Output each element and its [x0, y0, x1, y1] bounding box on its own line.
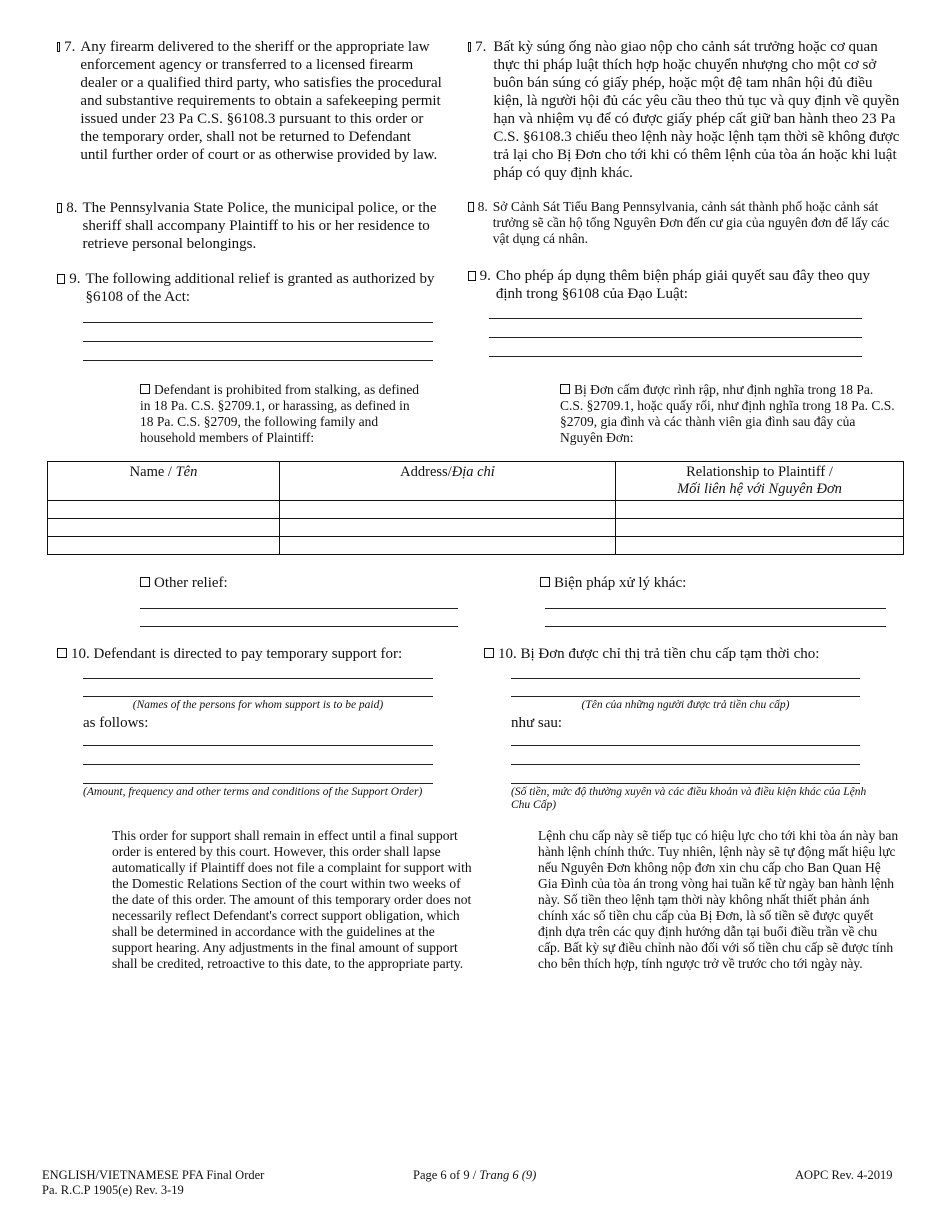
table-cell-relationship[interactable]: [616, 501, 904, 519]
support-paragraph-vi: Lệnh chu cấp này sẽ tiếp tục có hiệu lực cho tới khi tòa án này ban hành lệnh chính thức. Tuy nhiên, lệnh này sẽ tự động mất hiệu lực nếu Nguyên Đơn không nộp đơn xin chu cấp cho Ban Quan Hệ Gia Đình của tòa án trong vòng hai tuần kể từ ngày ban hành lệnh này. Số tiền theo lệnh tạm thời này không nhất thiết phản ánh chính xác số tiền chu cấp của Bị Đơn, là số tiền sẽ được quyết định dựa trên các quy định hướng dẫn tại buổi điều trần về chu cấp. Bất kỳ sự điều chỉnh nào đối với số tiền chu cấp sẽ được tính cho bên thích hợp, tính ngược trở về trước cho tới ngày này.: [538, 828, 899, 971]
support-names-vi-line[interactable]: [511, 696, 860, 697]
item-8-en-checkbox[interactable]: [57, 203, 62, 213]
item-9-vi-number: 9.: [479, 268, 491, 284]
support-terms-vi-line[interactable]: [511, 745, 860, 746]
footer-form-info: [42, 1168, 264, 1198]
names-caption-en: (Names of the persons for whom support is to be paid): [132, 699, 384, 711]
table-cell-address[interactable]: [280, 537, 616, 555]
stalking-en: [140, 382, 420, 446]
table-row: [48, 501, 904, 519]
item-8-vi-text: Sở Cảnh Sát Tiểu Bang Pennsylvania, cảnh sát thành phố hoặc cảnh sát trưởng sẽ cần hộ tống Nguyên Đơn đến cư gia của nguyên đơn để lấy các vật dụng cá nhân.: [492, 199, 890, 246]
support-terms-vi-line[interactable]: [511, 764, 860, 765]
item-9-vi-text: Cho phép áp dụng thêm biện pháp giải quyết sau đây theo quy định trong §6108 của Đạo Luật:: [495, 268, 870, 302]
item-8-en-text: The Pennsylvania State Police, the municipal police, or the sheriff shall accompany Plaintiff to his or her residence to retrieve personal belongings.: [82, 200, 437, 252]
amount-caption-vi: (Số tiền, mức độ thường xuyên và các điều khoản và điều kiện khác của Lệnh Chu Cấp): [511, 786, 867, 811]
item-9-en-line[interactable]: [83, 322, 433, 323]
item-7-vi-number: 7.: [475, 39, 487, 55]
footer-page-number: Page 6 of 9 / Trang 6 (9): [413, 1168, 537, 1182]
other-relief-vi-line[interactable]: [545, 608, 886, 609]
item-10-vi-number: 10.: [498, 646, 517, 662]
item-8-vi-number: 8.: [477, 199, 488, 214]
other-relief-en: [140, 574, 228, 592]
item-10-vi-checkbox[interactable]: [484, 648, 494, 658]
stalking-en-checkbox[interactable]: [140, 384, 150, 394]
item-8-en-number: 8.: [66, 200, 78, 216]
item-7-en-text: Any firearm delivered to the sheriff or the appropriate law enforcement agency or transferred to a licensed firearm dealer or a qualified third party, who satisfies the procedural and substantive requirements to obtain a safekeeping permit issued under 23 Pa C.S. §6108.3 pursuant to this order or the temporary order, shall not be returned to Defendant until further order of court or as otherwise provided by law.: [80, 39, 442, 163]
as-follows-vi: như sau:: [511, 715, 563, 731]
table-header-row: [48, 462, 904, 501]
footer-revision: AOPC Rev. 4-2019: [795, 1168, 893, 1182]
item-10-en: [57, 645, 402, 663]
table-cell-relationship[interactable]: [616, 537, 904, 555]
item-9-vi-line[interactable]: [489, 337, 862, 338]
support-names-en-line[interactable]: [83, 696, 433, 697]
support-terms-en-line[interactable]: [83, 764, 433, 765]
table-cell-name[interactable]: [48, 501, 280, 519]
column-header-relationship: Relationship to Plaintiff / Mối liên hệ với Nguyên Đơn: [616, 462, 904, 501]
table-cell-address[interactable]: [280, 519, 616, 537]
item-10-vi: [484, 645, 819, 663]
item-7-en-number: 7.: [64, 39, 76, 55]
column-header-address: Address/Địa chỉ: [280, 462, 616, 501]
item-10-en-checkbox[interactable]: [57, 648, 67, 658]
item-9-vi-line[interactable]: [489, 318, 862, 319]
support-terms-en-line[interactable]: [83, 783, 433, 784]
item-9-en-line[interactable]: [83, 341, 433, 342]
other-relief-en-line[interactable]: [140, 608, 458, 609]
item-10-en-number: 10.: [71, 646, 90, 662]
item-7-en: [57, 38, 442, 164]
other-relief-vi-line[interactable]: [545, 626, 886, 627]
item-9-en-checkbox[interactable]: [57, 274, 65, 284]
names-caption-vi: (Tên của những người được trả tiền chu cấp): [581, 699, 790, 711]
item-9-en-number: 9.: [69, 271, 81, 287]
item-7-vi: [468, 38, 903, 182]
item-7-en-checkbox[interactable]: [57, 42, 60, 52]
table-cell-relationship[interactable]: [616, 519, 904, 537]
other-relief-en-label: Other relief:: [154, 575, 228, 591]
item-9-en-text: The following additional relief is granted as authorized by §6108 of the Act:: [85, 271, 435, 305]
other-relief-vi: [540, 574, 686, 592]
support-terms-vi-line[interactable]: [511, 783, 860, 784]
item-9-vi-line[interactable]: [489, 356, 862, 357]
table-row: [48, 537, 904, 555]
other-relief-en-line[interactable]: [140, 626, 458, 627]
item-9-vi-checkbox[interactable]: [468, 271, 476, 281]
item-7-vi-checkbox[interactable]: [468, 42, 471, 52]
item-9-vi: [468, 267, 898, 303]
amount-caption-en: (Amount, frequency and other terms and conditions of the Support Order): [83, 786, 423, 798]
table-cell-name[interactable]: [48, 537, 280, 555]
support-paragraph-en: This order for support shall remain in effect until a final support order is entered by this court. However, this order shall lapse automatically if Plaintiff does not file a complaint for support with the Domestic Relations Section of the court within two weeks of the date of this order. The amount of this temporary order does not necessarily reflect Defendant's correct support obligation, which shall be determined in accordance with the guidelines at the support hearing. Any adjustments in the final amount of support shall be credited, retroactive to this date, to the appropriate party.: [112, 828, 472, 971]
item-10-en-text: Defendant is directed to pay temporary support for:: [93, 646, 403, 662]
item-8-vi: [468, 199, 898, 247]
support-terms-en-line[interactable]: [83, 745, 433, 746]
other-relief-en-checkbox[interactable]: [140, 577, 150, 587]
table-cell-address[interactable]: [280, 501, 616, 519]
item-10-vi-text: Bị Đơn được chỉ thị trả tiền chu cấp tạm thời cho:: [520, 646, 820, 662]
item-7-vi-text: Bất kỳ súng ống nào giao nộp cho cảnh sát trưởng hoặc cơ quan thực thi pháp luật thích hợp hoặc chuyển nhượng cho một cơ sở buôn bán súng có giấy phép, hoặc một đệ tam nhân hội đủ điều kiện, là người hội đủ các yêu cầu theo thủ tục và quy định về quyền hạn và nhiệm vụ để có được giấy phép cất giữ ban hành theo 23 Pa C.S. §6108.3 chiếu theo lệnh này hoặc lệnh tạm thời sẽ không được trả lại cho Bị Đơn cho tới khi có thêm lệnh của tòa án hoặc khi luật pháp có quy định khác.: [493, 39, 900, 181]
other-relief-vi-checkbox[interactable]: [540, 577, 550, 587]
stalking-vi: [560, 382, 895, 446]
stalking-en-text: Defendant is prohibited from stalking, as defined in 18 Pa. C.S. §2709.1, or harassing, as defined in 18 Pa. C.S. §2709, the following family and household members of Plaintiff:: [140, 382, 420, 445]
other-relief-vi-label: Biện pháp xử lý khác:: [554, 575, 687, 591]
support-names-vi-line[interactable]: [511, 678, 860, 679]
item-8-en: [57, 199, 442, 253]
item-9-en: [57, 270, 442, 306]
as-follows-en: as follows:: [83, 715, 149, 731]
stalking-vi-text: Bị Đơn cấm được rình rập, như định nghĩa trong 18 Pa. C.S. §2709.1, hoặc quấy rối, như định nghĩa trong 18 Pa. C.S. §2709, gia đình và các thành viên gia đình sau đây của Nguyên Đơn:: [560, 382, 895, 445]
family-members-table: [47, 461, 904, 555]
table-row: [48, 519, 904, 537]
support-names-en-line[interactable]: [83, 678, 433, 679]
table-cell-name[interactable]: [48, 519, 280, 537]
footer-form-name: ENGLISH/VIETNAMESE PFA Final Order: [42, 1168, 265, 1182]
footer-rule: Pa. R.C.P 1905(e) Rev. 3-19: [42, 1183, 184, 1197]
item-8-vi-checkbox[interactable]: [468, 202, 474, 212]
stalking-vi-checkbox[interactable]: [560, 384, 570, 394]
item-9-en-line[interactable]: [83, 360, 433, 361]
column-header-name: Name / Tên: [48, 462, 280, 501]
